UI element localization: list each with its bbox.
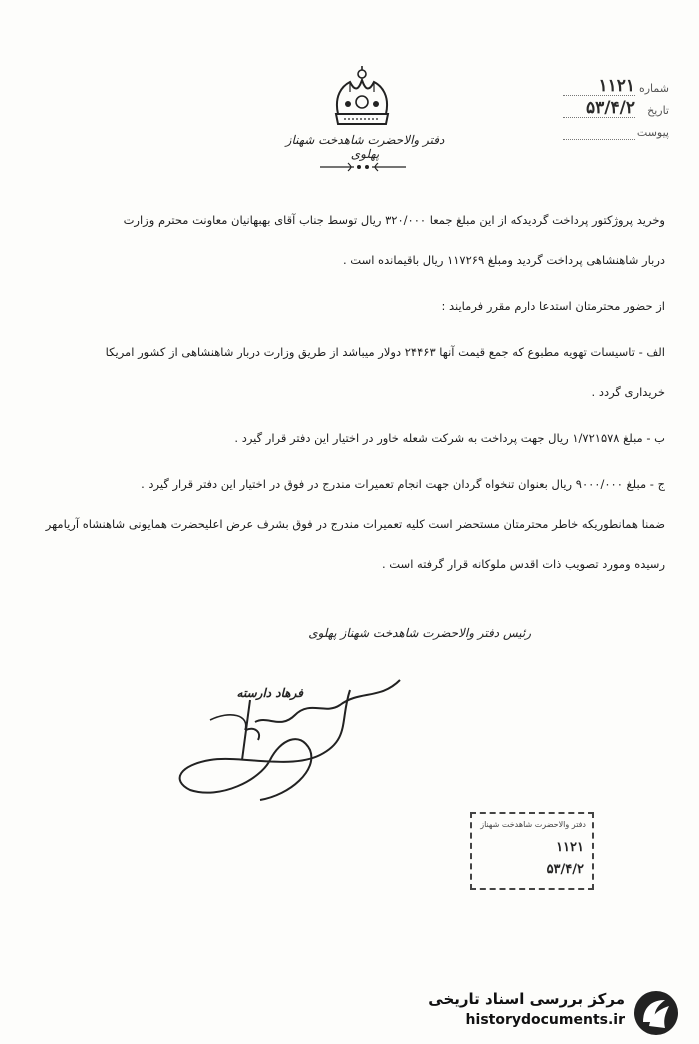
number-value: ۱۱۲۱ [598,76,635,96]
crown-emblem-icon [328,62,396,132]
office-title: دفتر والاحضرت شاهدخت شهناز پهلوی [285,133,445,161]
date-value: ۵۳/۴/۲ [586,98,635,118]
ornament-divider-icon [318,160,408,174]
body-line: رسیده ومورد تصویب ذات اقدس ملوکانه قرار گرفته است . [381,557,665,571]
attachment-label: پیوست [636,126,669,139]
body-line: دربار شاهنشاهی پرداخت گردید ومبلغ ۱۱۷۲۶۹ ریال باقیمانده است . [342,253,665,267]
archive-logo-icon [631,988,681,1038]
watermark-url: historydocuments.ir [465,1012,625,1028]
body-line: الف - تاسیسات تهویه مطبوع که جمع قیمت آنها ۲۴۴۶۳ دولار میباشد از طریق وزارت دربار شاهنشاهی از کشور امریکا [105,345,665,359]
signer-title: رئیس دفتر والاحضرت شاهدخت شهناز پهلوی [308,626,531,640]
date-line [563,117,635,118]
body-line: ب - مبلغ ۱/۷۲۱۵۷۸ ریال جهت پرداخت به شرکت شعله خاور در اختیار این دفتر قرار گیرد . [234,431,665,445]
body-line: ضمنا همانطوریکه خاطر محترمتان مستحضر است کلیه تعمیرات مندرج در فوق بشرف عرض اعلیحضرت همایونی شاهنشاه آریامهر [45,517,665,531]
body-line: وخرید پروژکتور پرداخت گردیدکه از این مبلغ جمعا ۳۲۰/۰۰۰ ریال توسط جناب آقای بهبهانیان معاونت محترم وزارت [123,213,665,227]
stamp-date: ۵۳/۴/۲ [546,862,584,877]
signer-name: فرهاد دارسته [236,686,303,700]
stamp-number: ۱۱۲۱ [556,840,584,855]
body-line: ج - مبلغ ۹۰۰۰/۰۰۰ ریال بعنوان تنخواه گردان جهت انجام تعمیرات مندرج در فوق در اختیار این دفتر قرار گیرد . [141,477,665,491]
registry-stamp [470,812,594,890]
attachment-line [563,139,635,140]
watermark-title: مرکز بررسی اسناد تاریخی [428,990,625,1008]
body-line: خریداری گردد . [591,385,665,399]
date-label: تاریخ [647,104,669,117]
letter-body [40,208,665,576]
handwritten-signature-icon [150,660,430,810]
document-meta [569,78,669,144]
body-line: از حضور محترمتان استدعا دارم مقرر فرمایند : [441,299,665,313]
date-row [569,100,669,122]
number-label: شماره [638,82,669,95]
stamp-heading: دفتر والاحضرت شاهدخت شهناز [480,820,586,829]
number-line [563,95,635,96]
watermark [393,988,683,1038]
attachment-row [569,122,669,144]
